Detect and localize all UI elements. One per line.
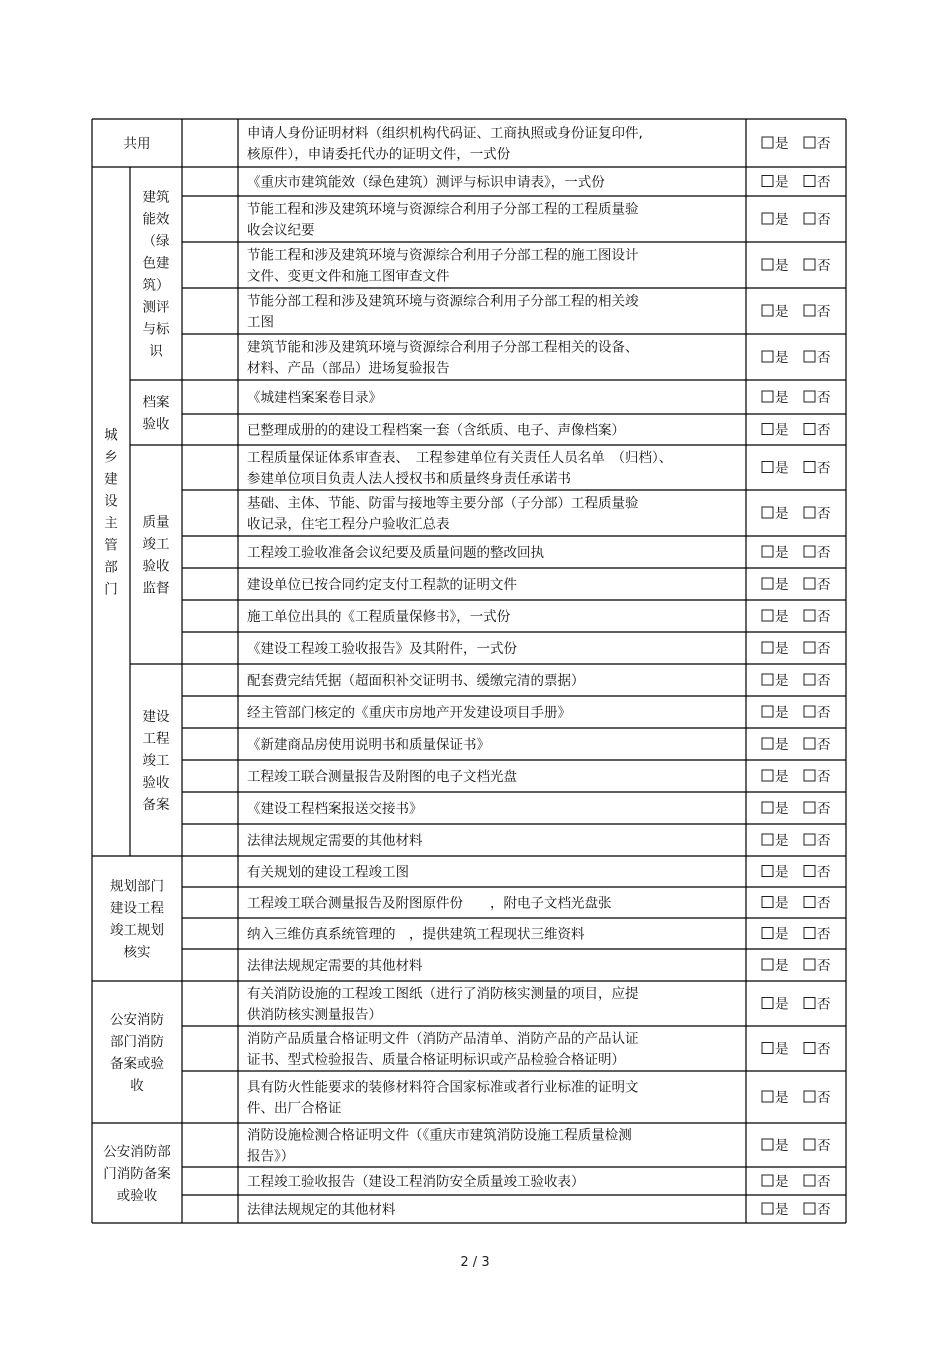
no-label: 否: [817, 864, 831, 881]
yes-label: 是: [775, 609, 789, 625]
yes-checkbox[interactable]: [762, 706, 773, 717]
no-checkbox[interactable]: [804, 259, 815, 270]
item-text: 《城建档案案卷目录》: [247, 390, 382, 406]
yes-checkbox[interactable]: [762, 1091, 773, 1102]
item-text: 工程竣工联合测量报告及附图原件份 ，附电子文档光盘张: [247, 895, 612, 912]
no-label: 否: [817, 1090, 831, 1106]
yes-label: 是: [775, 833, 789, 849]
yes-checkbox[interactable]: [762, 1139, 773, 1150]
no-checkbox[interactable]: [804, 391, 815, 402]
group-label: 部: [104, 559, 118, 576]
item-text: 供消防核实测量报告）: [247, 1007, 382, 1023]
yes-checkbox[interactable]: [762, 834, 773, 845]
no-label: 否: [817, 1138, 831, 1154]
no-label: 否: [817, 506, 831, 522]
no-label: 否: [817, 996, 831, 1013]
yes-label: 是: [775, 801, 789, 817]
checkbox-layer[interactable]: [762, 136, 831, 1218]
no-checkbox[interactable]: [804, 351, 815, 362]
item-text: 工图: [247, 314, 274, 331]
no-label: 否: [817, 1041, 831, 1058]
yes-checkbox[interactable]: [762, 998, 773, 1009]
yes-label: 是: [775, 705, 789, 721]
no-label: 否: [817, 390, 831, 406]
item-text: 材料、产品（部品）进场复验报告: [247, 360, 450, 377]
item-text: 《建设工程档案报送交接书》: [247, 801, 423, 817]
group-label: 设: [104, 493, 118, 510]
item-text: 消防产品质量合格证明文件（消防产品清单、消防产品的产品认证: [247, 1031, 639, 1047]
no-checkbox[interactable]: [804, 674, 815, 685]
no-checkbox[interactable]: [804, 770, 815, 781]
item-text: 基础、主体、节能、防雷与接地等主要分部（子分部）工程质量验: [247, 495, 639, 512]
yes-checkbox[interactable]: [762, 351, 773, 362]
yes-checkbox[interactable]: [762, 176, 773, 187]
yes-checkbox[interactable]: [762, 897, 773, 908]
no-label: 否: [817, 1174, 831, 1190]
yes-checkbox[interactable]: [762, 391, 773, 402]
item-text: 收记录，住宅工程分户验收汇总表: [247, 516, 450, 533]
item-text: 施工单位出具的《工程质量保修书》，一式份: [247, 609, 511, 625]
no-checkbox[interactable]: [804, 1139, 815, 1150]
item-text: 参建单位项目负责人法人授权书和质量终身责任承诺书: [247, 471, 571, 487]
item-text: 建设单位已按合同约定支付工程款的证明文件: [247, 577, 517, 593]
no-checkbox[interactable]: [804, 424, 815, 435]
group-label: 建设工程: [110, 900, 164, 917]
group-label: 规划部门: [110, 878, 164, 895]
item-text: 文件、变更文件和施工图审查文件: [247, 268, 450, 285]
no-checkbox[interactable]: [804, 176, 815, 187]
yes-checkbox[interactable]: [762, 546, 773, 557]
yes-label: 是: [775, 1202, 789, 1218]
yes-checkbox[interactable]: [762, 305, 773, 316]
no-checkbox[interactable]: [804, 802, 815, 813]
group-label: 建: [104, 471, 118, 488]
yes-checkbox[interactable]: [762, 424, 773, 435]
group-label: 门: [104, 581, 118, 598]
group-label: 部门消防: [110, 1034, 164, 1050]
item-text: 《建设工程竣工验收报告》及其附件，一式份: [247, 641, 517, 657]
no-label: 否: [817, 926, 831, 943]
yes-label: 是: [775, 350, 789, 366]
subgroup-label: 建筑: [142, 189, 170, 206]
no-label: 否: [817, 769, 831, 785]
no-checkbox[interactable]: [804, 738, 815, 749]
yes-label: 是: [775, 641, 789, 657]
item-text: 核原件），申请委托代办的证明文件，一式份: [247, 146, 511, 163]
yes-label: 是: [775, 1174, 789, 1190]
group-label: 或验收: [116, 1188, 158, 1204]
subgroup-label: 测评: [142, 299, 170, 316]
subgroup-label: 档案: [142, 394, 170, 411]
no-checkbox[interactable]: [804, 998, 815, 1009]
no-label: 否: [817, 833, 831, 849]
no-label: 否: [817, 577, 831, 593]
page-number: 2 / 3: [460, 1255, 490, 1270]
item-text: 具有防火性能要求的装修材料符合国家标准或者行业标准的证明文: [247, 1079, 639, 1096]
yes-checkbox[interactable]: [762, 610, 773, 621]
no-checkbox[interactable]: [804, 507, 815, 518]
yes-checkbox[interactable]: [762, 1043, 773, 1054]
yes-checkbox[interactable]: [762, 137, 773, 148]
yes-label: 是: [775, 545, 789, 561]
no-label: 否: [817, 801, 831, 817]
item-text: 已整理成册的的建设工程档案一套（含纸质、电子、声像档案）: [247, 422, 625, 439]
yes-label: 是: [775, 958, 789, 974]
yes-label: 是: [775, 304, 789, 320]
yes-checkbox[interactable]: [762, 866, 773, 877]
no-checkbox[interactable]: [804, 1091, 815, 1102]
item-text: 《新建商品房使用说明书和质量保证书》: [247, 737, 490, 753]
yes-label: 是: [775, 926, 789, 943]
yes-checkbox[interactable]: [762, 674, 773, 685]
no-label: 否: [817, 174, 831, 191]
yes-checkbox[interactable]: [762, 928, 773, 939]
subgroup-label: 工程: [142, 731, 170, 747]
yes-checkbox[interactable]: [762, 507, 773, 518]
item-text: 工程质量保证体系审查表、 工程参建单位有关责任人员名单 （归档）、: [247, 450, 673, 466]
no-label: 否: [817, 350, 831, 366]
item-text: 纳入三维仿真系统管理的 ，提供建筑工程现状三维资料: [247, 926, 585, 943]
yes-checkbox[interactable]: [762, 259, 773, 270]
group-label: 竣工规划: [110, 922, 164, 939]
item-text: 经主管部门核定的《重庆市房地产开发建设项目手册》: [247, 705, 571, 721]
group-label: 乡: [104, 449, 118, 466]
group-label: 公安消防: [110, 1012, 164, 1028]
yes-label: 是: [775, 390, 789, 406]
yes-label: 是: [775, 737, 789, 753]
item-text: 有关消防设施的工程竣工图纸（进行了消防核实测量的项目，应提: [247, 986, 639, 1002]
subgroup-label: 竣工: [142, 753, 170, 769]
item-text: 有关规划的建设工程竣工图: [247, 864, 409, 881]
item-text: 节能分部工程和涉及建筑环境与资源综合利用子分部工程的相关竣: [247, 293, 639, 310]
subgroup-label: 与标: [142, 321, 170, 338]
yes-label: 是: [775, 136, 789, 152]
no-checkbox[interactable]: [804, 213, 815, 224]
yes-label: 是: [775, 1138, 789, 1154]
subgroup-label: 竣工: [142, 536, 170, 553]
no-checkbox[interactable]: [804, 137, 815, 148]
group-label: 收: [130, 1078, 144, 1094]
item-text: 法律法规规定需要的其他材料: [247, 958, 423, 974]
yes-label: 是: [775, 769, 789, 785]
item-text: 配套费完结凭据（超面积补交证明书、缓缴完清的票据）: [247, 673, 585, 689]
item-text: 收会议纪要: [247, 222, 315, 239]
item-text: 节能工程和涉及建筑环境与资源综合利用子分部工程的工程质量验: [247, 201, 639, 218]
item-text: 申请人身份证明材料（组织机构代码证、工商执照或身份证复印件,: [247, 125, 643, 142]
no-checkbox[interactable]: [804, 1043, 815, 1054]
yes-checkbox[interactable]: [762, 213, 773, 224]
item-text: 证书、型式检验报告、质量合格证明标识或产品检验合格证明）: [247, 1052, 625, 1068]
no-checkbox[interactable]: [804, 834, 815, 845]
no-label: 否: [817, 136, 831, 152]
no-label: 否: [817, 895, 831, 912]
yes-label: 是: [775, 422, 789, 439]
no-checkbox[interactable]: [804, 1175, 815, 1186]
yes-label: 是: [775, 506, 789, 522]
group-label: 核实: [123, 944, 151, 961]
subgroup-label: 质量: [142, 514, 170, 531]
item-text: 工程竣工联合测量报告及附图的电子文档光盘: [247, 769, 517, 785]
no-label: 否: [817, 460, 831, 477]
item-text: 法律法规规定的其他材料: [247, 1202, 396, 1218]
no-label: 否: [817, 705, 831, 721]
no-checkbox[interactable]: [804, 897, 815, 908]
no-checkbox[interactable]: [804, 706, 815, 717]
no-checkbox[interactable]: [804, 305, 815, 316]
no-label: 否: [817, 1202, 831, 1218]
item-text: 《重庆市建筑能效（绿色建筑）测评与标识申请表》，一式份: [247, 174, 605, 191]
yes-label: 是: [775, 1090, 789, 1106]
no-checkbox[interactable]: [804, 610, 815, 621]
subgroup-label: 验收: [142, 416, 170, 433]
yes-label: 是: [775, 996, 789, 1013]
no-checkbox[interactable]: [804, 462, 815, 473]
subgroup-label: 色建: [142, 255, 170, 272]
yes-label: 是: [775, 577, 789, 593]
yes-label: 是: [775, 174, 789, 191]
item-text: 法律法规规定需要的其他材料: [247, 833, 423, 849]
no-label: 否: [817, 737, 831, 753]
yes-checkbox[interactable]: [762, 1175, 773, 1186]
no-checkbox[interactable]: [804, 959, 815, 970]
yes-label: 是: [775, 1041, 789, 1058]
subgroup-label: （绿: [142, 233, 170, 250]
group-label: 门消防备案: [103, 1166, 171, 1182]
item-text: 建筑节能和涉及建筑环境与资源综合利用子分部工程相关的设备、: [247, 339, 639, 356]
subgroup-label: 识: [149, 343, 163, 360]
subgroup-label: 验收: [142, 775, 170, 791]
no-label: 否: [817, 304, 831, 320]
no-label: 否: [817, 212, 831, 228]
subgroup-label: 监督: [142, 580, 170, 597]
group-label: 备案或验: [110, 1056, 164, 1072]
yes-label: 是: [775, 673, 789, 689]
yes-checkbox[interactable]: [762, 802, 773, 813]
no-checkbox[interactable]: [804, 578, 815, 589]
yes-checkbox[interactable]: [762, 578, 773, 589]
item-text: 工程竣工验收准备会议纪要及质量问题的整改回执: [247, 545, 544, 561]
group-label: 共用: [123, 136, 151, 152]
subgroup-label: 建设: [142, 709, 170, 725]
group-label: 公安消防部: [103, 1144, 171, 1160]
yes-checkbox[interactable]: [762, 959, 773, 970]
yes-checkbox[interactable]: [762, 642, 773, 653]
yes-label: 是: [775, 895, 789, 912]
no-checkbox[interactable]: [804, 928, 815, 939]
yes-label: 是: [775, 864, 789, 881]
no-label: 否: [817, 545, 831, 561]
no-label: 否: [817, 609, 831, 625]
subgroup-label: 备案: [142, 797, 170, 813]
yes-label: 是: [775, 212, 789, 228]
group-label: 主: [104, 515, 118, 532]
yes-checkbox[interactable]: [762, 1203, 773, 1214]
no-label: 否: [817, 641, 831, 657]
yes-label: 是: [775, 258, 789, 274]
no-checkbox[interactable]: [804, 1203, 815, 1214]
subgroup-label: 能效: [142, 211, 170, 228]
item-text: 工程竣工验收报告（建设工程消防安全质量竣工验收表）: [247, 1174, 585, 1190]
group-label: 管: [104, 537, 118, 554]
no-label: 否: [817, 673, 831, 689]
group-label: 城: [104, 427, 118, 444]
subgroup-label: 验收: [142, 558, 170, 575]
item-text: 件、出厂合格证: [247, 1100, 342, 1117]
item-text: 报告》）: [247, 1148, 295, 1165]
no-label: 否: [817, 422, 831, 439]
no-label: 否: [817, 258, 831, 274]
no-checkbox[interactable]: [804, 866, 815, 877]
subgroup-label: 筑）: [142, 277, 170, 294]
no-checkbox[interactable]: [804, 642, 815, 653]
item-text: 消防设施检测合格证明文件（《重庆市建筑消防设施工程质量检测: [247, 1127, 632, 1144]
item-text: 节能工程和涉及建筑环境与资源综合利用子分部工程的施工图设计: [247, 247, 639, 264]
no-checkbox[interactable]: [804, 546, 815, 557]
no-label: 否: [817, 958, 831, 974]
yes-label: 是: [775, 460, 789, 477]
yes-checkbox[interactable]: [762, 770, 773, 781]
yes-checkbox[interactable]: [762, 462, 773, 473]
yes-checkbox[interactable]: [762, 738, 773, 749]
